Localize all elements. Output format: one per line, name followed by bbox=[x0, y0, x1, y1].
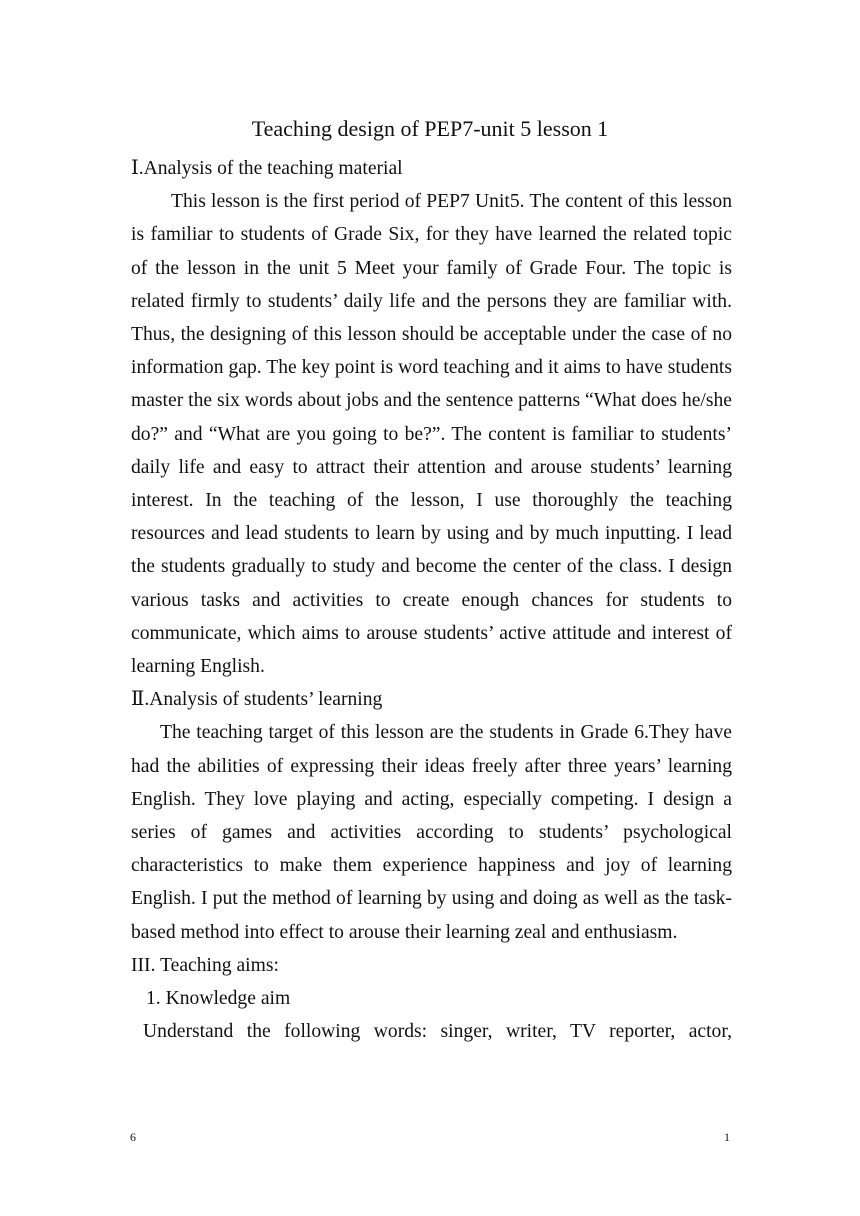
section-3-heading: III. Teaching aims: bbox=[131, 954, 279, 976]
knowledge-aim-heading: 1. Knowledge aim bbox=[146, 988, 291, 1010]
section-2-paragraph: The teaching target of this lesson are the students in Grade 6.They have had the abilities of expressing their ideas freely after three years’ learning English. They love playing and acting, especially competing. I design a series of games and activities according to students’ psychological characteristics to make them experience happiness and joy of learning English. I put the method of learning by using and doing as well as the task-based method into effect to arouse their learning zeal and enthusiasm. bbox=[131, 722, 732, 943]
footer-left-number: 6 bbox=[130, 1130, 136, 1144]
section-1-heading: Ⅰ.Analysis of the teaching material bbox=[131, 158, 403, 179]
section-3-paragraph: Understand the following words: singer, writer, TV reporter, actor, bbox=[143, 1021, 732, 1043]
document-body bbox=[131, 152, 732, 1048]
page-number: 1 bbox=[724, 1130, 730, 1144]
section-2-heading: Ⅱ.Analysis of students’ learning bbox=[131, 689, 383, 711]
section-1-paragraph: This lesson is the first period of PEP7 Unit5. The content of this lesson is familiar to students of Grade Six, for they have learned the related topic of the lesson in the unit 5 Meet your family of Grade Four. The topic is related firmly to students’ daily life and the persons they are familiar with. Thus, the designing of this lesson should be acceptable under the case of no information gap. The key point is word teaching and it aims to have students master the six words about jobs and the sentence patterns “What does he/she do?” and “What are you going to be?”. The content is familiar to students’ daily life and easy to attract their attention and arouse students’ learning interest. In the teaching of the lesson, I use thoroughly the teaching resources and lead students to learn by using and by much inputting. I lead the students gradually to study and become the center of the class. I design various tasks and activities to create enough chances for students to communicate, which aims to arouse students’ active attitude and interest of learning English. bbox=[131, 191, 732, 678]
document-title: Teaching design of PEP7-unit 5 lesson 1 bbox=[251, 116, 609, 141]
